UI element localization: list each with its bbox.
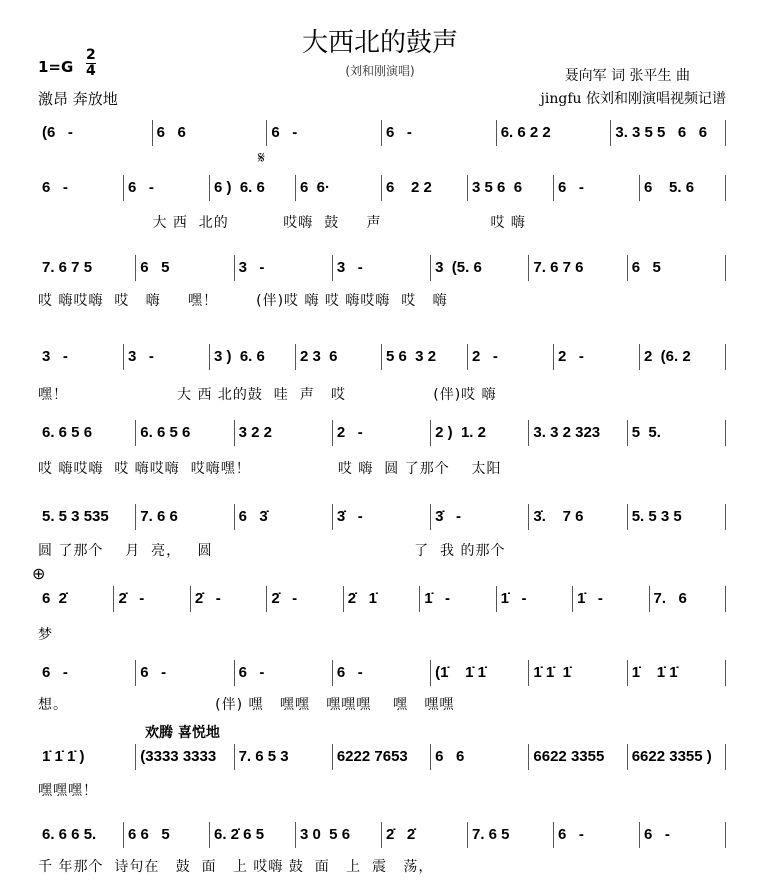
measure: 7. 6 5 bbox=[468, 822, 554, 848]
measure: 2̇ - bbox=[191, 586, 267, 612]
measure: 2 3 6 bbox=[296, 344, 382, 370]
transcription-source: jingfu 依刘和刚演唱视频记谱 bbox=[540, 91, 726, 107]
measure: 6. 2̇ 6 5 bbox=[210, 822, 296, 848]
notation-row bbox=[38, 420, 726, 446]
measure: 3 - bbox=[333, 255, 431, 281]
measure: 6 6· bbox=[296, 175, 382, 201]
tempo-change: 欢腾 喜悦地 bbox=[145, 725, 220, 741]
key-signature: 1=G bbox=[38, 58, 74, 76]
measure: 6 6 bbox=[431, 744, 529, 770]
measure: 3̇ - bbox=[431, 504, 529, 530]
measure: 3. 3 5 5 6 6 bbox=[611, 120, 726, 146]
measure: 1̇ 1̇ 1̇ bbox=[628, 660, 726, 686]
measure: 6222 7653 bbox=[333, 744, 431, 770]
measure: 6. 6 6 5. bbox=[38, 822, 124, 848]
measure: 6 - bbox=[38, 175, 124, 201]
measure: (6 - bbox=[38, 120, 153, 146]
measure: 2 - bbox=[333, 420, 431, 446]
measure: 7. 6 7 6 bbox=[529, 255, 627, 281]
measure: 1̇ - bbox=[573, 586, 649, 612]
measure: 6 - bbox=[382, 120, 497, 146]
measure: 6 - bbox=[235, 660, 333, 686]
measure: 6 5 bbox=[628, 255, 726, 281]
meter-bottom: 4 bbox=[86, 63, 96, 79]
measure: 6 2̇ bbox=[38, 586, 114, 612]
meter-top: 2 bbox=[86, 47, 96, 63]
measure: 2 ) 1. 2 bbox=[431, 420, 529, 446]
measure: 6 5 bbox=[136, 255, 234, 281]
measure: 6 - bbox=[554, 175, 640, 201]
lyrics-line: 哎 嗨哎嗨 哎 嗨哎嗨 哎嗨嘿！ 哎 嗨 圆 了那个 太阳 bbox=[38, 461, 502, 477]
measure: 2̇ - bbox=[267, 586, 343, 612]
measure: 6 6 bbox=[153, 120, 268, 146]
measure: 6 ) 6. 6 bbox=[210, 175, 296, 201]
measure: 3. 3 2 323 bbox=[529, 420, 627, 446]
segno-icon: 𝄋 bbox=[258, 148, 265, 167]
lyrics-line: 想。 (伴) 嘿 嘿嘿 嘿嘿嘿 嘿 嘿嘿 bbox=[38, 697, 455, 713]
notation-row bbox=[38, 744, 726, 770]
measure: 2̇ 2̇ bbox=[382, 822, 468, 848]
notation-row bbox=[38, 344, 726, 370]
lyrics-line: 大 西 北的 哎嗨 鼓 声 哎 嗨 bbox=[38, 215, 526, 231]
measure: 3̇ - bbox=[333, 504, 431, 530]
measure: 5. 5 3 5 bbox=[628, 504, 726, 530]
measure: 2̇ - bbox=[114, 586, 190, 612]
notation-row bbox=[38, 660, 726, 686]
notation-row bbox=[38, 175, 726, 201]
measure: 3 - bbox=[124, 344, 210, 370]
measure: 6 5. 6 bbox=[640, 175, 726, 201]
measure: 6 - bbox=[124, 175, 210, 201]
measure: 6. 6 5 6 bbox=[136, 420, 234, 446]
time-signature bbox=[86, 48, 96, 79]
measure: 6 - bbox=[267, 120, 382, 146]
lyrics-line: 嘿！ 大 西 北的鼓 哇 声 哎 (伴)哎 嗨 bbox=[38, 387, 497, 403]
measure: 2 - bbox=[554, 344, 640, 370]
measure: 3 - bbox=[38, 344, 124, 370]
measure: 1̇ - bbox=[497, 586, 573, 612]
measure: 1̇ 1̇ 1̇ ) bbox=[38, 744, 136, 770]
measure: 6 - bbox=[136, 660, 234, 686]
measure: 6 3̇ bbox=[235, 504, 333, 530]
expression-mark: 激昂 奔放地 bbox=[38, 90, 118, 108]
measure: 7. 6 bbox=[650, 586, 726, 612]
measure: 3̇. 7 6 bbox=[529, 504, 627, 530]
measure: 3 (5. 6 bbox=[431, 255, 529, 281]
measure: 6 - bbox=[554, 822, 640, 848]
measure: 3 0 5 6 bbox=[296, 822, 382, 848]
measure: 2̇ 1̇ bbox=[344, 586, 420, 612]
song-title: 大西北的鼓声 bbox=[301, 28, 458, 58]
notation-row bbox=[38, 120, 726, 146]
notation-row bbox=[38, 822, 726, 848]
lyrics-line: 梦 bbox=[38, 627, 53, 643]
notation-row bbox=[38, 504, 726, 530]
measure: 5 5. bbox=[628, 420, 726, 446]
measure: 6. 6 5 6 bbox=[38, 420, 136, 446]
measure: 7. 6 6 bbox=[136, 504, 234, 530]
measure: 2 (6. 2 bbox=[640, 344, 726, 370]
credits: 聂向军 词 张平生 曲 bbox=[564, 68, 690, 84]
measure: 6 - bbox=[333, 660, 431, 686]
measure: 7. 6 7 5 bbox=[38, 255, 136, 281]
measure: (1̇ 1̇ 1̇ bbox=[431, 660, 529, 686]
measure: 3 ) 6. 6 bbox=[210, 344, 296, 370]
measure: (3333 3333 bbox=[136, 744, 234, 770]
measure: 6 2 2 bbox=[382, 175, 468, 201]
measure: 3 - bbox=[235, 255, 333, 281]
measure: 6622 3355 ) bbox=[628, 744, 726, 770]
measure: 1̇ 1̇ 1̇ bbox=[529, 660, 627, 686]
measure: 1̇ - bbox=[420, 586, 496, 612]
measure: 6622 3355 bbox=[529, 744, 627, 770]
notation-row bbox=[38, 586, 726, 612]
performer: (刘和刚演唱) bbox=[345, 64, 415, 78]
notation-row bbox=[38, 255, 726, 281]
lyrics-line: 千 年那个 诗句在 鼓 面 上 哎嗨 鼓 面 上 震 荡， bbox=[38, 859, 434, 875]
measure: 3 5 6 6 bbox=[468, 175, 554, 201]
measure: 6 - bbox=[640, 822, 726, 848]
measure: 5 6 3 2 bbox=[382, 344, 468, 370]
coda-icon: ⊕ bbox=[32, 564, 46, 583]
lyrics-line: 圆 了那个 月 亮， 圆 了 我 的那个 bbox=[38, 543, 506, 559]
lyrics-line: 嘿嘿嘿！ bbox=[38, 783, 98, 799]
measure: 2 - bbox=[468, 344, 554, 370]
measure: 6 6 5 bbox=[124, 822, 210, 848]
lyrics-line: 哎 嗨哎嗨 哎 嗨 嘿！ (伴)哎 嗨 哎 嗨哎嗨 哎 嗨 bbox=[38, 293, 448, 309]
measure: 5. 5 3 535 bbox=[38, 504, 136, 530]
measure: 3 2 2 bbox=[235, 420, 333, 446]
measure: 6 - bbox=[38, 660, 136, 686]
measure: 6. 6 2 2 bbox=[497, 120, 612, 146]
measure: 7. 6 5 3 bbox=[235, 744, 333, 770]
